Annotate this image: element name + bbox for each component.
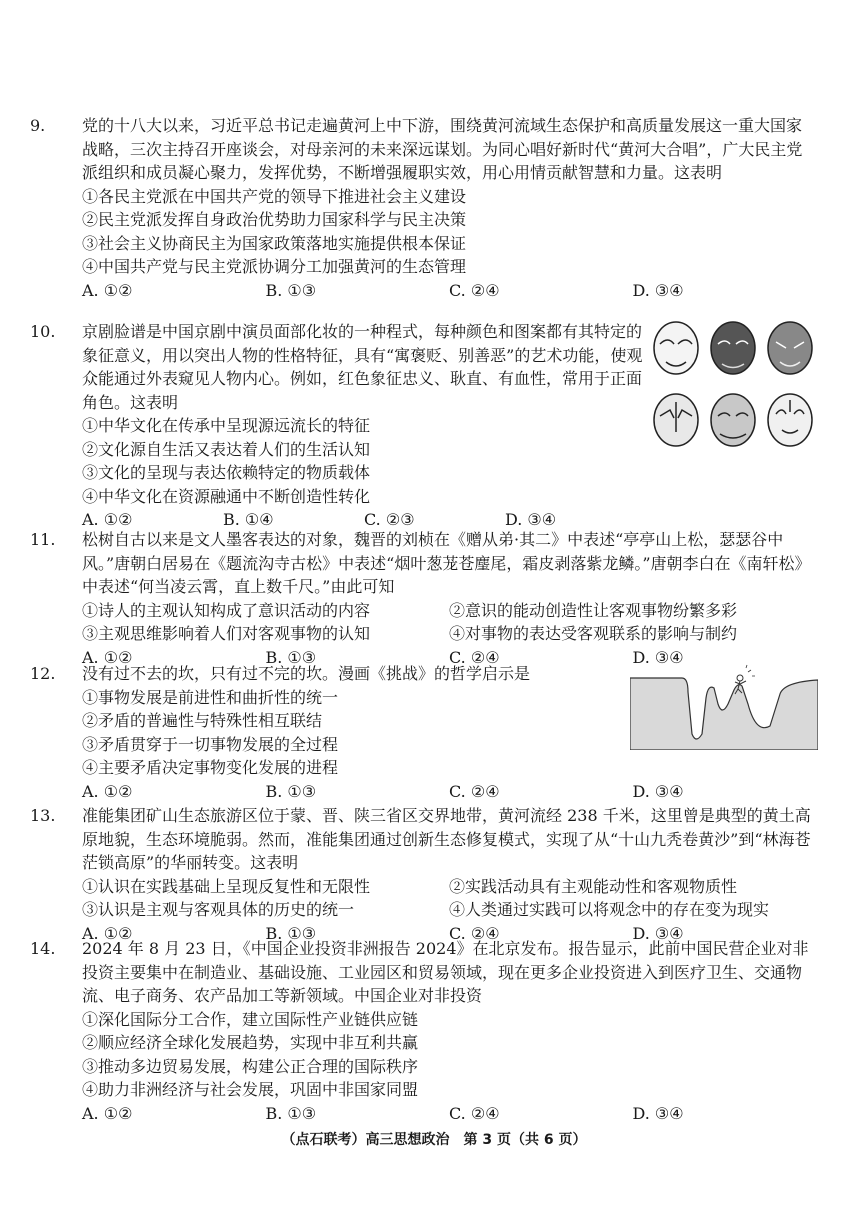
choice-d[interactable]: D. ③④: [632, 1103, 684, 1123]
choice-c[interactable]: C. ②③: [364, 510, 415, 529]
option-4: ④中国共产党与民主党派协调分工加强黄河的生态管理: [82, 257, 467, 276]
choice-d[interactable]: D. ③④: [632, 280, 684, 300]
choice-d[interactable]: D. ③④: [632, 647, 684, 667]
option-4: ④中华文化在资源融通中不断创造性转化: [82, 486, 371, 506]
option-2: ②民主党派发挥自身政治优势助力国家科学与民主决策: [82, 210, 467, 229]
opera-masks-image: [648, 318, 818, 454]
question-9: [30, 114, 816, 302]
option-4: ④主要矛盾决定事物变化发展的进程: [82, 758, 339, 777]
choice-c[interactable]: C. ②④: [449, 781, 500, 801]
choice-b[interactable]: B. ①③: [265, 280, 317, 300]
option-4: ④对事物的表达受客观联系的影响与制约: [449, 624, 738, 643]
choice-c[interactable]: C. ②④: [449, 647, 500, 667]
option-1: ①中华文化在传承中呈现源远流长的特征: [82, 416, 371, 435]
choice-a[interactable]: A. ①②: [82, 280, 133, 300]
question-stem: 9. 党的十八大以来，习近平总书记走遍黄河上中下游，围绕黄河流域生态保护和高质量发展这一重大国家战略，三次主持召开座谈会，对母亲河的未来深远谋划。为同心唱好新时代“黄河大合唱”，广大民主党派组织和成员凝心聚力，发挥优势，不断增强履职实效，用心用情贡献智慧和力量。这表明: [30, 116, 803, 182]
option-3: ③推动多边贸易发展，构建公正合理的国际秩序: [82, 1056, 419, 1076]
choice-a[interactable]: A. ①②: [82, 923, 133, 943]
question-stem: 10. 京剧脸谱是中国京剧中演员面部化妆的一种程式，每种颜色和图案都有其特定的象征意义，用以突出人物的性格特征，具有“寓褒贬、别善恶”的艺术功能，使观众能通过外表窥见人物内心。例如，红色象征忠义、耿直、有血性，常用于正面角色。这表明: [30, 322, 643, 412]
choice-b[interactable]: B. ①③: [265, 923, 317, 943]
choice-d[interactable]: D. ③④: [632, 781, 684, 801]
choice-a[interactable]: A. ①②: [82, 1103, 133, 1123]
option-3: ③认识是主观与客观具体的历史的统一: [82, 900, 355, 919]
option-1: ①深化国际分工合作，建立国际性产业链供应链: [82, 1009, 419, 1029]
question-13: [30, 804, 816, 945]
choice-c[interactable]: C. ②④: [449, 1103, 500, 1123]
option-2: ②顺应经济全球化发展趋势，实现中非互利共赢: [82, 1033, 419, 1052]
choice-a[interactable]: A. ①②: [82, 781, 133, 801]
choice-c[interactable]: C. ②④: [449, 923, 500, 943]
option-2: ②文化源自生活又表达着人们的生活认知: [82, 439, 371, 459]
question-stem: 14. 2024 年 8 月 23 日，《中国企业投资非洲报告 2024》在北京发布。报告显示，此前中国民营企业对非投资主要集中在制造业、基础设施、工业园区和贸易领域，现在更多企业投资进入到医疗卫生、交通物流、电子商务、农产品加工等新领域。中国企业对非投资: [30, 939, 809, 1005]
option-2: ②意识的能动创造性让客观事物纷繁多彩: [449, 600, 738, 620]
option-1: ①各民主党派在中国共产党的领导下推进社会主义建设: [82, 186, 467, 206]
question-14: [30, 937, 816, 1125]
option-1: ①认识在实践基础上呈现反复性和无限性: [82, 876, 371, 896]
question-11: [30, 528, 816, 669]
option-1: ①事物发展是前进性和曲折性的统一: [82, 687, 339, 707]
option-1: ①诗人的主观认知构成了意识活动的内容: [82, 600, 371, 620]
option-2: ②矛盾的普遍性与特殊性相互联结: [82, 711, 323, 730]
page-footer: （点石联考）高三思想政治 第 3 页（共 6 页）: [281, 1132, 587, 1148]
option-4: ④人类通过实践可以将观念中的存在变为现实: [449, 900, 770, 919]
question-10: [30, 320, 646, 532]
option-4: ④助力非洲经济与社会发展，巩固中非国家同盟: [82, 1080, 419, 1099]
option-2: ②实践活动具有主观能动性和客观物质性: [449, 876, 738, 896]
answer-choices: [56, 780, 816, 804]
choice-a[interactable]: A. ①②: [82, 647, 133, 667]
answer-choices: [56, 1102, 816, 1126]
choice-b[interactable]: B. ①③: [265, 1103, 317, 1123]
option-3: ③矛盾贯穿于一切事物发展的全过程: [82, 734, 339, 754]
choice-d[interactable]: D. ③④: [632, 923, 684, 943]
answer-choices: [56, 279, 816, 303]
choice-a[interactable]: A. ①②: [82, 510, 133, 529]
option-3: ③主观思维影响着人们对客观事物的认知: [82, 624, 371, 643]
choice-c[interactable]: C. ②④: [449, 280, 500, 300]
question-stem: 13. 准能集团矿山生态旅游区位于蒙、晋、陕三省区交界地带，黄河流经 238 千米，这里曾是典型的黄土高原地貌，生态环境脆弱。然而，准能集团通过创新生态修复模式，实现了从“十山九秃卷黄沙”到“林海苍茫锁高原”的华丽转变。这表明: [30, 806, 811, 872]
question-stem: 11. 松树自古以来是文人墨客表达的对象，魏晋的刘桢在《赠从弟·其二》中表述“亭亭山上松，瑟瑟谷中风。”唐朝白居易在《题流沟寺古松》中表述“烟叶葱茏苍麈尾，霜皮剥落紫龙鳞。”唐朝李白在《南轩松》中表述“何当凌云霄，直上数千尺。”由此可知: [30, 530, 811, 596]
question-stem: 12. 没有过不去的坎，只有过不完的坎。漫画《挑战》的哲学启示是: [30, 664, 531, 683]
choice-b[interactable]: B. ①④: [223, 510, 274, 529]
option-3: ③社会主义协商民主为国家政策落地实施提供根本保证: [82, 233, 467, 253]
choice-b[interactable]: B. ①③: [265, 781, 317, 801]
challenge-cartoon-image: [630, 664, 818, 750]
option-3: ③文化的呈现与表达依赖特定的物质载体: [82, 463, 371, 482]
choice-d[interactable]: D. ③④: [505, 510, 557, 529]
choice-b[interactable]: B. ①③: [265, 647, 317, 667]
